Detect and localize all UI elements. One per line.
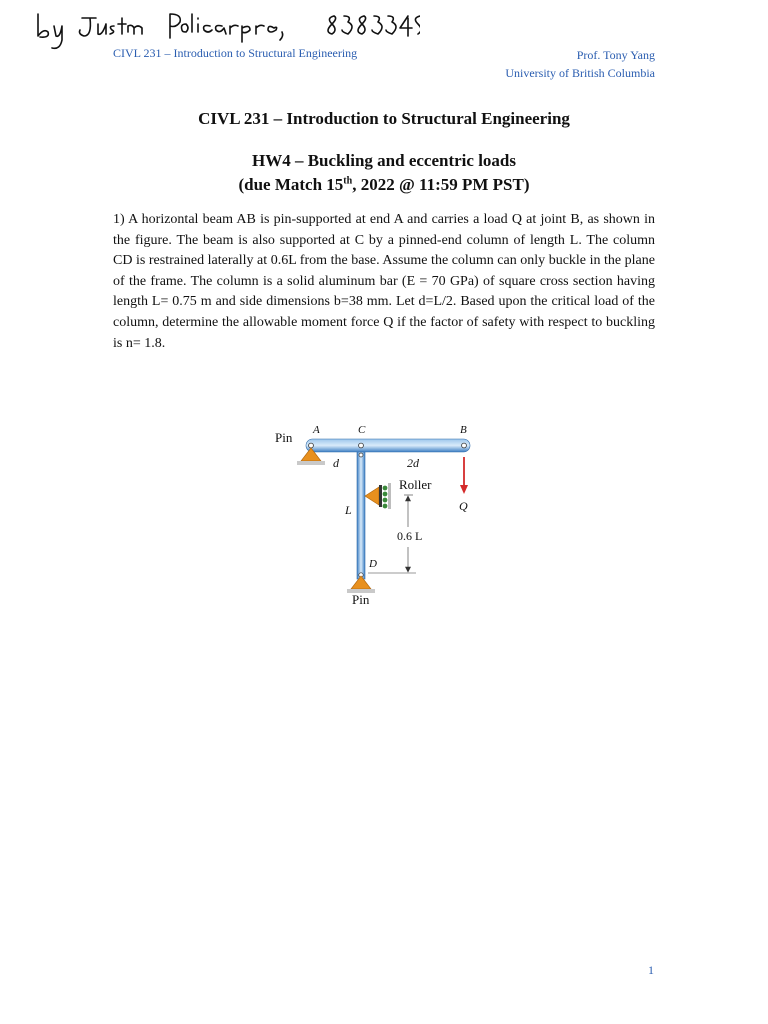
joint-b xyxy=(462,443,467,448)
header-university: University of British Columbia xyxy=(505,66,655,80)
joint-c-lower xyxy=(359,453,363,457)
frame-figure xyxy=(268,415,488,615)
due-superscript: th xyxy=(343,175,353,187)
header-right xyxy=(505,46,655,82)
header-professor: Prof. Tony Yang xyxy=(576,48,655,62)
beam-ab xyxy=(306,439,470,452)
roller-support xyxy=(365,483,391,509)
load-q-arrow xyxy=(460,457,468,494)
label-a: A xyxy=(313,424,320,436)
joint-c xyxy=(359,443,364,448)
document-title: CIVL 231 – Introduction to Structural Engineering xyxy=(198,109,570,128)
label-c: C xyxy=(358,424,366,436)
problem-statement: 1) A horizontal beam AB is pin-supported at end A and carries a load Q at joint B, as shown in the figure. The beam is also supported at C by a pinned-end column of length L. The column CD is restrained laterally at 0.6L from the base. Assume the column can only buckle in the plane of the frame. The column is a solid aluminum bar (E = 70 GPa) of square cross section having length L= 0.75 m and side dimensions b=38 mm. Let d=L/2. Based upon the critical load of the column, determine the allowable moment force Q if the factor of safety with respect to buckling is n= 1.8. xyxy=(113,212,655,351)
label-06l: 0.6 L xyxy=(397,529,423,543)
pin-support-d xyxy=(347,576,375,593)
pin-label-top: Pin xyxy=(275,430,293,445)
page-number: 1 xyxy=(648,963,654,977)
label-l: L xyxy=(345,503,352,517)
due-prefix: (due Match 15 xyxy=(238,175,344,194)
column-cd xyxy=(357,441,365,579)
due-suffix: , 2022 @ 11:59 PM PST) xyxy=(352,175,530,194)
label-d: D xyxy=(369,558,377,570)
label-2d: 2d xyxy=(407,456,419,470)
label-b: B xyxy=(460,424,467,436)
joint-a xyxy=(309,443,314,448)
homework-title xyxy=(0,149,768,197)
label-dim-d: d xyxy=(333,456,339,470)
header-course: CIVL 231 – Introduction to Structural Engineering xyxy=(113,46,358,60)
pin-label-bottom: Pin xyxy=(352,592,370,607)
due-date xyxy=(0,173,768,197)
homework-name: HW4 – Buckling and eccentric loads xyxy=(252,151,516,170)
roller-label: Roller xyxy=(399,477,432,492)
label-q: Q xyxy=(459,499,468,513)
